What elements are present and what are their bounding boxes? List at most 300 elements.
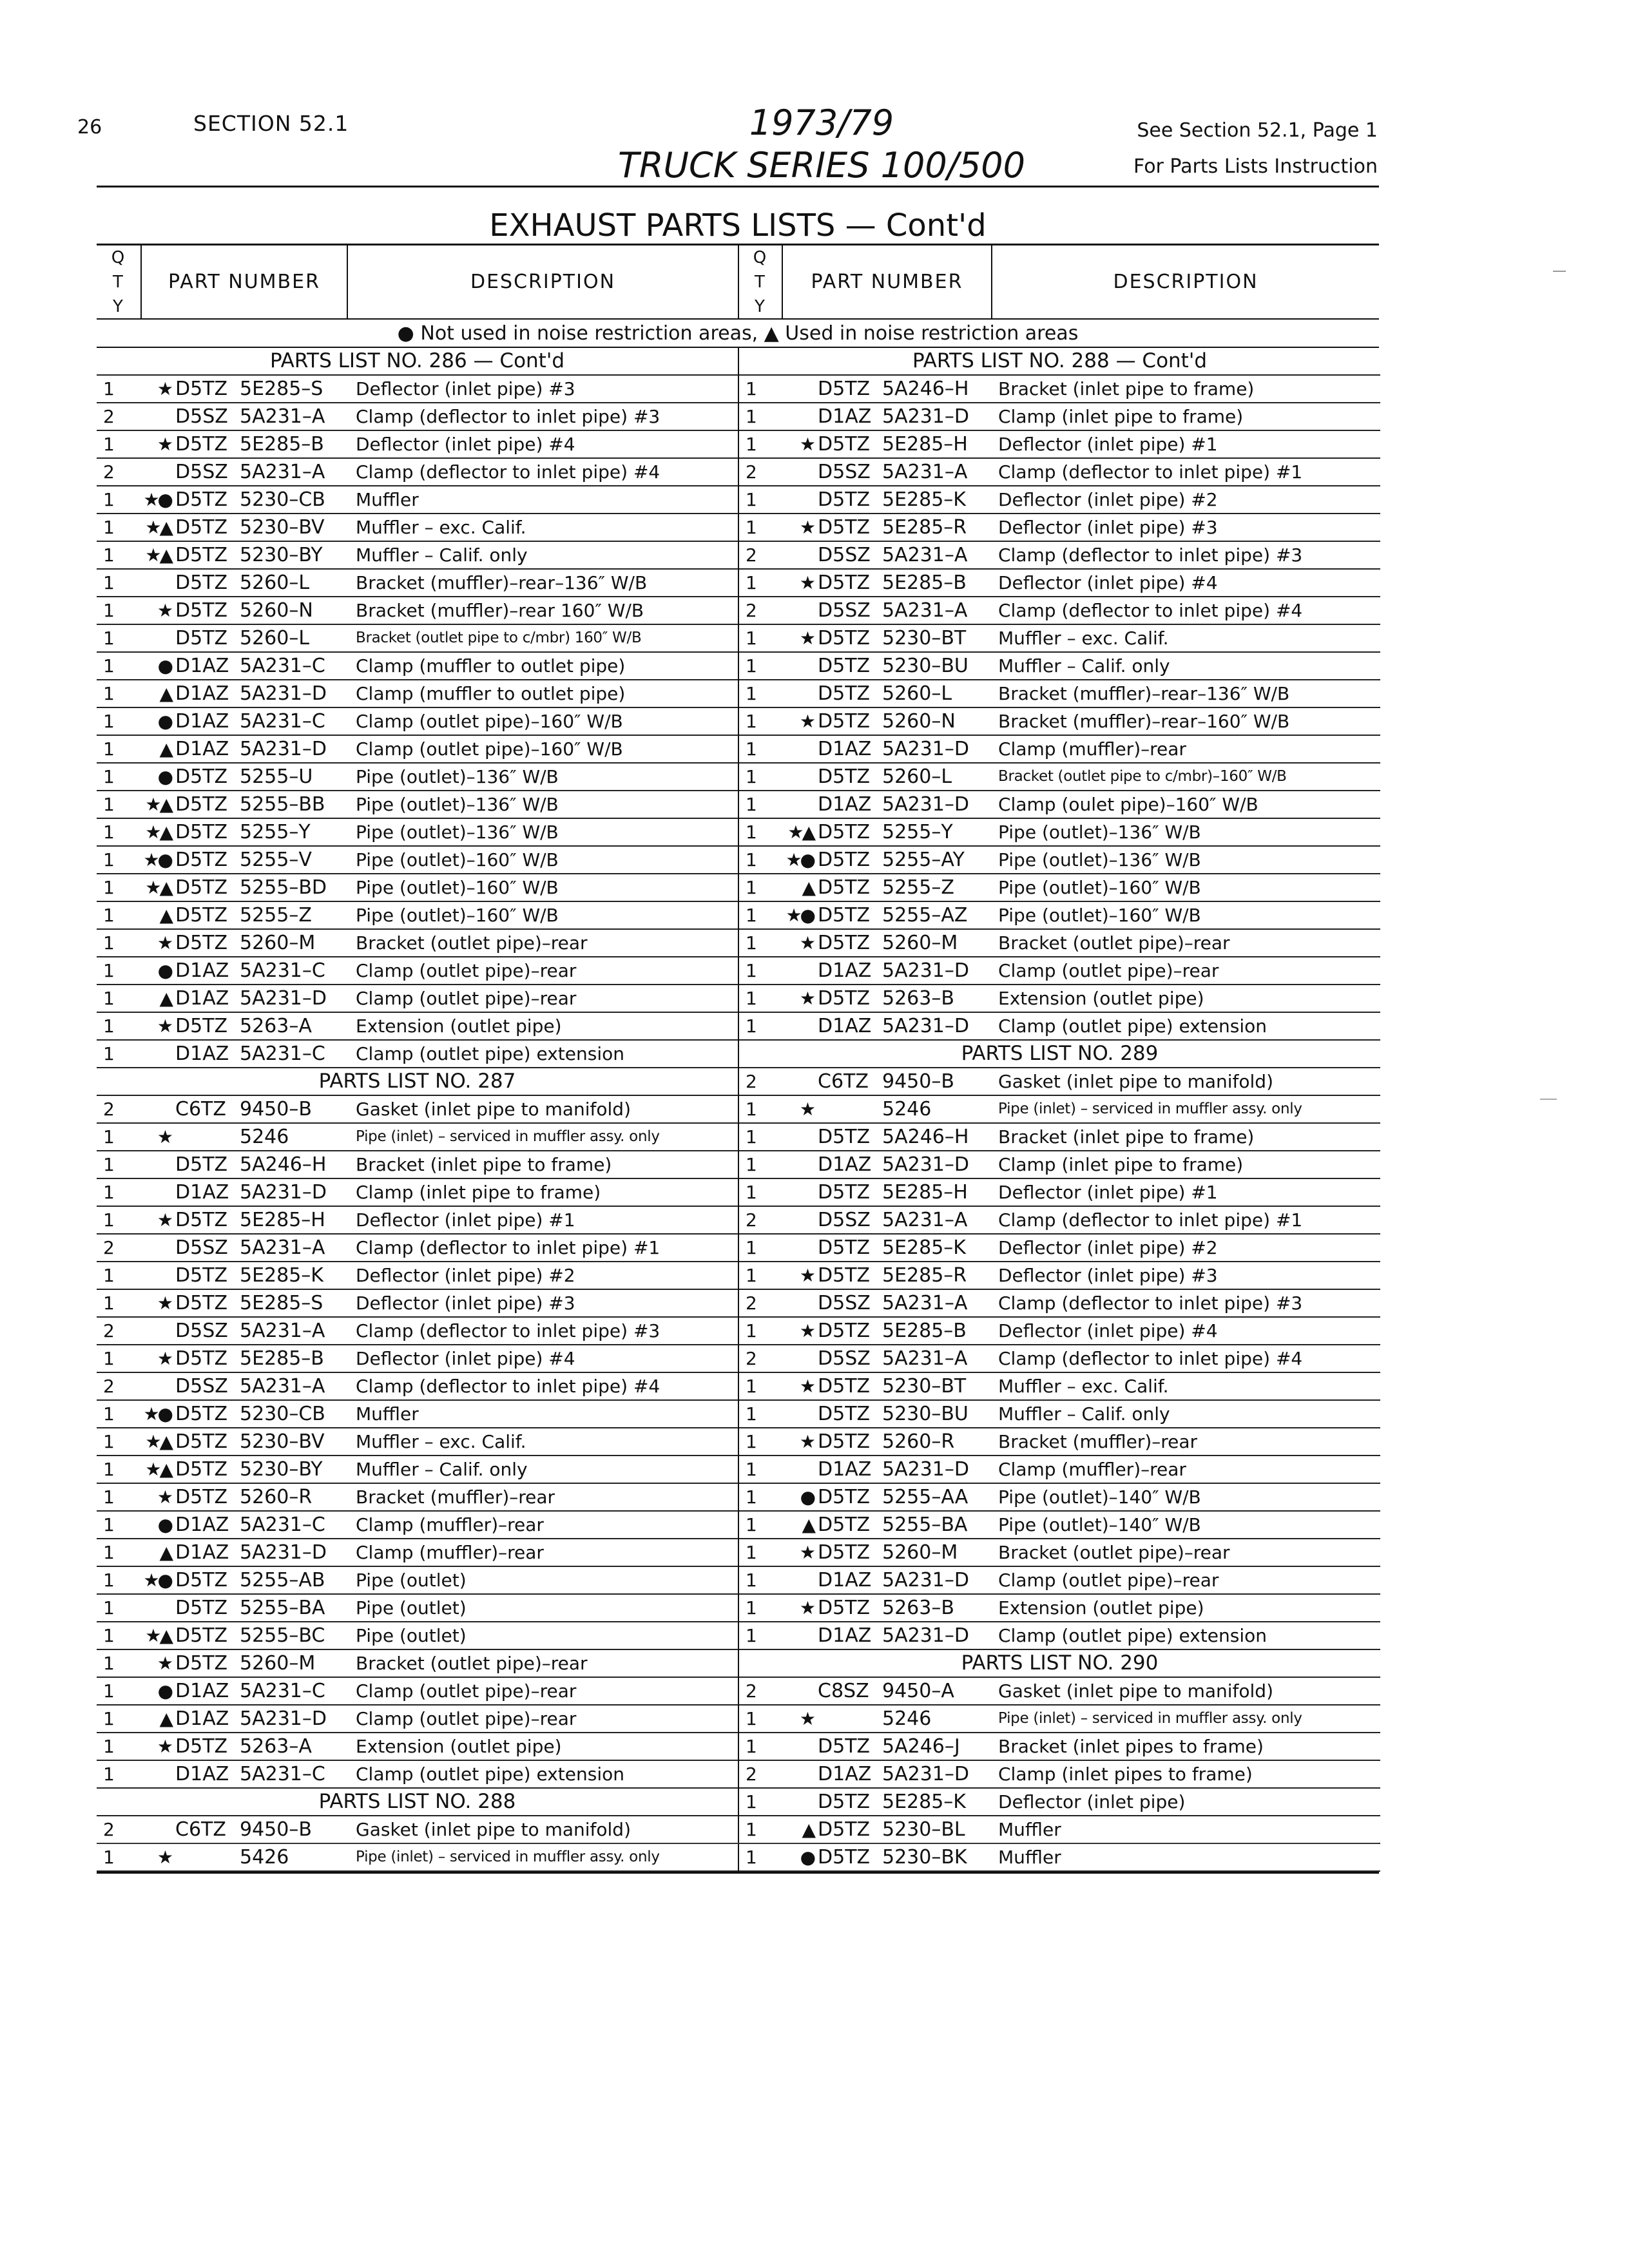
marker-cell: ★ — [799, 628, 814, 649]
part-basic-cell: 5A231–A — [882, 544, 968, 566]
description-cell: Gasket (inlet pipe to manifold) — [998, 1071, 1273, 1092]
marker-cell: ★ — [799, 1708, 814, 1729]
part-prefix-cell: D5TZ — [175, 1347, 228, 1370]
table-row — [739, 1290, 1380, 1318]
description-cell: Clamp (deflector to inlet pipe) #3 — [998, 1293, 1303, 1314]
qty-letter: Y — [113, 296, 124, 316]
part-basic-cell: 9450–B — [240, 1818, 312, 1841]
part-basic-cell: 5255–V — [240, 849, 312, 871]
part-prefix-cell: D5SZ — [175, 1320, 228, 1342]
part-basic-cell: 5255–AA — [882, 1486, 969, 1508]
marker-cell: ★▲ — [145, 1459, 171, 1480]
description-cell: Muffler – Calif. only — [998, 655, 1170, 677]
description-cell: Pipe (outlet)–136″ W/B — [356, 766, 559, 787]
part-basic-cell: 5A231–A — [240, 1320, 325, 1342]
part-basic-cell: 5E285–S — [240, 378, 323, 400]
qty-cell: 1 — [103, 572, 115, 593]
description-cell: Muffler – Calif. only — [998, 1403, 1170, 1425]
table-row — [739, 1096, 1380, 1124]
qty-cell: 1 — [746, 1708, 757, 1729]
scan-mark — [1553, 271, 1566, 272]
description-cell: Muffler – exc. Calif. — [356, 1431, 526, 1452]
part-prefix-cell: D5SZ — [818, 1209, 871, 1231]
marker-cell: ★● — [786, 905, 814, 926]
part-basic-cell: 5A231–A — [882, 461, 968, 483]
table-row — [97, 764, 738, 791]
table-row — [739, 570, 1380, 597]
table-row — [739, 514, 1380, 542]
part-basic-cell: 5E285–K — [882, 1236, 966, 1259]
qty-cell: 1 — [103, 1570, 115, 1591]
marker-cell: ● — [157, 1514, 171, 1535]
qty-cell: 1 — [746, 572, 757, 593]
part-prefix-cell: D5TZ — [175, 572, 228, 594]
qty-cell: 1 — [103, 1015, 115, 1037]
description-cell: Pipe (inlet) – serviced in muffler assy. only — [998, 1100, 1302, 1117]
part-basic-cell: 5A231–A — [240, 1236, 325, 1259]
marker-cell: ★▲ — [145, 877, 171, 898]
description-cell: Clamp (muffler to outlet pipe) — [356, 655, 626, 677]
description-cell: Bracket (outlet pipe to c/mbr)–160″ W/B — [998, 768, 1287, 785]
part-prefix-cell: D5TZ — [175, 876, 228, 899]
part-basic-cell: 5A246–H — [882, 1126, 969, 1148]
parts-list-heading: PARTS LIST NO. 288 — [97, 1789, 738, 1816]
table-row — [97, 1041, 738, 1068]
table-row — [739, 653, 1380, 680]
table-row — [739, 708, 1380, 736]
table-row — [97, 431, 738, 459]
part-prefix-cell: D1AZ — [818, 1763, 872, 1785]
part-basic-cell: 5A231–D — [882, 959, 969, 982]
legend-note: ● Not used in noise restriction areas, ▲ Used in noise restriction areas — [97, 321, 1379, 348]
part-prefix-cell: D5TZ — [175, 1264, 228, 1287]
part-prefix-cell: D5TZ — [818, 1597, 871, 1619]
part-basic-cell: 5E285–B — [240, 433, 324, 456]
description-cell: Clamp (inlet pipe to frame) — [998, 1154, 1244, 1175]
description-cell: Pipe (outlet)–136″ W/B — [356, 794, 559, 815]
table-row — [739, 1428, 1380, 1456]
table-row — [97, 1428, 738, 1456]
part-basic-cell: 5255–BD — [240, 876, 327, 899]
description-cell: Deflector (inlet pipe) #2 — [998, 489, 1218, 510]
qty-cell: 1 — [746, 1819, 757, 1840]
part-prefix-cell: D5TZ — [818, 682, 871, 705]
description-header-left: DESCRIPTION — [470, 271, 616, 293]
qty-cell: 1 — [103, 1514, 115, 1535]
description-cell: Deflector (inlet pipe) #3 — [998, 517, 1218, 538]
part-prefix-cell: D5TZ — [175, 1458, 228, 1481]
description-cell: Muffler — [998, 1847, 1061, 1868]
description-cell: Clamp (outlet pipe)–rear — [356, 988, 577, 1009]
description-cell: Deflector (inlet pipe) #3 — [998, 1265, 1218, 1286]
part-basic-cell: 5E285–B — [882, 572, 967, 594]
part-prefix-cell: D1AZ — [175, 1541, 229, 1564]
table-row — [739, 1484, 1380, 1512]
table-row — [97, 1706, 738, 1733]
title-series: TRUCK SERIES 100/500 — [617, 145, 1026, 186]
table-row — [739, 597, 1380, 625]
marker-cell: ● — [157, 711, 171, 732]
part-basic-cell: 5A231–D — [882, 1458, 969, 1481]
description-cell: Extension (outlet pipe) — [998, 1597, 1204, 1619]
part-prefix-cell: D5TZ — [818, 1791, 871, 1813]
qty-cell: 1 — [103, 434, 115, 455]
qty-cell: 1 — [103, 1459, 115, 1480]
part-prefix-cell: D5TZ — [175, 599, 228, 622]
marker-cell: ★ — [799, 1597, 814, 1619]
qty-cell: 1 — [746, 1431, 757, 1452]
marker-cell: ★ — [799, 1099, 814, 1120]
part-prefix-cell: D1AZ — [175, 987, 229, 1010]
marker-cell: ★● — [786, 849, 814, 870]
description-cell: Clamp (deflector to inlet pipe) #4 — [356, 461, 660, 483]
part-basic-cell: 5A231–D — [882, 738, 969, 760]
table-row — [97, 1761, 738, 1789]
marker-cell: ★ — [157, 434, 171, 455]
description-cell: Muffler — [356, 489, 419, 510]
part-prefix-cell: D1AZ — [818, 1569, 872, 1591]
part-prefix-cell: D5SZ — [818, 461, 871, 483]
part-prefix-cell: D5TZ — [175, 544, 228, 566]
description-cell: Extension (outlet pipe) — [998, 988, 1204, 1009]
marker-cell: ▲ — [159, 988, 171, 1009]
description-cell: Clamp (muffler)–rear — [356, 1542, 544, 1563]
qty-cell: 1 — [746, 1847, 757, 1868]
description-cell: Bracket (muffler)–rear–136″ W/B — [998, 683, 1290, 704]
marker-cell: ★ — [799, 988, 814, 1009]
marker-cell: ★ — [799, 1265, 814, 1286]
table-row — [97, 957, 738, 985]
part-prefix-cell: D5SZ — [818, 1292, 871, 1314]
qty-cell: 2 — [103, 461, 115, 483]
qty-cell: 1 — [746, 1542, 757, 1563]
part-basic-cell: 5230–CB — [240, 488, 325, 511]
description-cell: Muffler – exc. Calif. — [356, 517, 526, 538]
description-cell: Clamp (deflector to inlet pipe) #1 — [356, 1237, 660, 1258]
part-prefix-cell: D5TZ — [818, 932, 871, 954]
part-basic-cell: 5E285–K — [240, 1264, 323, 1287]
table-row — [739, 1207, 1380, 1235]
qty-cell: 1 — [746, 1791, 757, 1812]
part-basic-cell: 5255–BC — [240, 1624, 325, 1647]
qty-cell: 1 — [103, 378, 115, 399]
table-row — [739, 1179, 1380, 1207]
part-prefix-cell: D5TZ — [175, 793, 228, 816]
table-row — [97, 1539, 738, 1567]
table-row — [97, 930, 738, 957]
table-row — [739, 819, 1380, 847]
part-prefix-cell: D5TZ — [175, 1153, 228, 1176]
part-prefix-cell: D5TZ — [175, 1015, 228, 1037]
table-row — [97, 1816, 738, 1844]
qty-cell: 1 — [103, 1486, 115, 1508]
description-cell: Muffler – exc. Calif. — [998, 628, 1169, 649]
qty-cell: 1 — [103, 877, 115, 898]
part-basic-cell: 5255–AZ — [882, 904, 968, 927]
qty-letter: T — [755, 272, 766, 292]
part-prefix-cell: D5TZ — [175, 765, 228, 788]
description-cell: Deflector (inlet pipe) #2 — [998, 1237, 1218, 1258]
part-prefix-cell: C8SZ — [818, 1680, 869, 1702]
table-row — [739, 1733, 1380, 1761]
table-row — [97, 1345, 738, 1373]
marker-cell: ★ — [799, 711, 814, 732]
table-row — [739, 847, 1380, 874]
part-prefix-cell: D5TZ — [818, 1846, 871, 1869]
description-cell: Bracket (inlet pipe to frame) — [356, 1154, 612, 1175]
table-row — [739, 1401, 1380, 1428]
description-cell: Deflector (inlet pipe) #4 — [998, 572, 1218, 593]
qty-cell: 1 — [103, 1597, 115, 1619]
qty-cell: 1 — [103, 1403, 115, 1425]
description-cell: Muffler — [356, 1403, 419, 1425]
part-prefix-cell: D5TZ — [818, 1375, 871, 1398]
table-row — [739, 1235, 1380, 1262]
table-row — [739, 1567, 1380, 1595]
table-row — [97, 1401, 738, 1428]
parts-column-left — [97, 348, 739, 1872]
part-prefix-cell: D5SZ — [175, 1236, 228, 1259]
table-row — [97, 1678, 738, 1706]
table-row — [97, 486, 738, 514]
description-cell: Bracket (outlet pipe to c/mbr) 160″ W/B — [356, 629, 642, 646]
qty-cell: 2 — [746, 1071, 757, 1092]
table-row — [739, 1678, 1380, 1706]
table-row — [97, 514, 738, 542]
description-cell: Muffler — [998, 1819, 1061, 1840]
part-basic-cell: 5246 — [882, 1098, 932, 1120]
section-label: SECTION 52.1 — [193, 111, 349, 136]
part-basic-cell: 5A231–D — [240, 738, 327, 760]
part-number-header-right: PART NUMBER — [811, 271, 963, 293]
description-cell: Bracket (inlet pipe to frame) — [998, 1126, 1255, 1148]
marker-cell: ● — [157, 960, 171, 981]
description-cell: Deflector (inlet pipe) #3 — [356, 1293, 575, 1314]
description-cell: Bracket (muffler)–rear 160″ W/B — [356, 600, 644, 621]
part-basic-cell: 5E285–B — [882, 1320, 967, 1342]
part-basic-cell: 5A231–C — [240, 1514, 325, 1536]
description-cell: Clamp (deflector to inlet pipe) #1 — [998, 1209, 1303, 1231]
qty-cell: 2 — [746, 1348, 757, 1369]
part-basic-cell: 5A231–C — [240, 1043, 325, 1065]
description-cell: Clamp (outlet pipe)–rear — [998, 960, 1219, 981]
part-prefix-cell: D5TZ — [175, 932, 228, 954]
description-cell: Pipe (outlet)–160″ W/B — [356, 905, 559, 926]
description-cell: Clamp (outlet pipe) extension — [998, 1015, 1267, 1037]
part-prefix-cell: D5TZ — [175, 1597, 228, 1619]
part-prefix-cell: D5TZ — [175, 433, 228, 456]
qty-header-left — [97, 245, 140, 318]
description-cell: Clamp (deflector to inlet pipe) #3 — [356, 406, 660, 427]
qty-cell: 1 — [746, 960, 757, 981]
part-number-header-left: PART NUMBER — [168, 271, 320, 293]
part-basic-cell: 5230–CB — [240, 1403, 325, 1425]
marker-cell: ★ — [157, 1293, 171, 1314]
part-prefix-cell: C6TZ — [818, 1070, 869, 1093]
part-basic-cell: 5260–R — [882, 1430, 955, 1453]
part-prefix-cell: D5TZ — [175, 378, 228, 400]
top-rule — [97, 186, 1379, 187]
part-prefix-cell: C6TZ — [175, 1818, 226, 1841]
part-basic-cell: 5A246–H — [882, 378, 969, 400]
description-cell: Clamp (deflector to inlet pipe) #3 — [356, 1320, 660, 1341]
table-row — [97, 570, 738, 597]
marker-cell: ★ — [799, 1320, 814, 1341]
description-cell: Pipe (outlet)–160″ W/B — [998, 877, 1201, 898]
table-row — [97, 1456, 738, 1484]
table-row — [97, 403, 738, 431]
part-basic-cell: 5260–M — [240, 1652, 316, 1675]
qty-cell: 1 — [103, 849, 115, 870]
part-basic-cell: 5A231–C — [240, 1680, 325, 1702]
description-cell: Pipe (outlet)–140″ W/B — [998, 1514, 1201, 1535]
description-cell: Bracket (muffler)–rear — [356, 1486, 555, 1508]
qty-cell: 1 — [103, 960, 115, 981]
description-cell: Deflector (inlet pipe) #4 — [356, 434, 575, 455]
description-cell: Clamp (outlet pipe)–160″ W/B — [356, 711, 623, 732]
part-prefix-cell: D1AZ — [175, 1680, 229, 1702]
qty-cell: 1 — [103, 822, 115, 843]
part-prefix-cell: D1AZ — [818, 1458, 872, 1481]
part-prefix-cell: D1AZ — [175, 655, 229, 677]
part-prefix-cell: D5TZ — [175, 1652, 228, 1675]
table-row — [97, 1318, 738, 1345]
part-prefix-cell: D1AZ — [175, 959, 229, 982]
qty-cell: 1 — [103, 766, 115, 787]
description-cell: Gasket (inlet pipe to manifold) — [356, 1099, 631, 1120]
qty-cell: 2 — [103, 1237, 115, 1258]
qty-cell: 1 — [103, 932, 115, 954]
table-row — [739, 403, 1380, 431]
marker-cell: ▲ — [159, 1708, 171, 1729]
description-cell: Deflector (inlet pipe) #1 — [998, 1182, 1218, 1203]
qty-cell: 1 — [746, 877, 757, 898]
qty-cell: 1 — [103, 655, 115, 677]
part-basic-cell: 5230–BL — [882, 1818, 965, 1841]
marker-cell: ★ — [157, 600, 171, 621]
description-cell: Deflector (inlet pipe) #1 — [356, 1209, 575, 1231]
part-prefix-cell: D1AZ — [818, 1153, 872, 1176]
description-cell: Bracket (muffler)–rear–160″ W/B — [998, 711, 1290, 732]
part-basic-cell: 5255–AB — [240, 1569, 325, 1591]
description-cell: Extension (outlet pipe) — [356, 1015, 562, 1037]
qty-letter: Q — [753, 247, 768, 267]
table-row — [739, 431, 1380, 459]
part-prefix-cell: D5TZ — [818, 433, 871, 456]
qty-cell: 1 — [103, 1708, 115, 1729]
table-row — [739, 542, 1380, 570]
qty-cell: 2 — [746, 600, 757, 621]
table-row — [97, 680, 738, 708]
part-prefix-cell: D5TZ — [818, 1264, 871, 1287]
table-row — [97, 708, 738, 736]
description-cell: Clamp (muffler)–rear — [998, 738, 1186, 760]
qty-cell: 1 — [746, 406, 757, 427]
part-prefix-cell: D5TZ — [818, 1236, 871, 1259]
part-basic-cell: 5230–BU — [882, 655, 969, 677]
part-basic-cell: 5246 — [240, 1126, 289, 1148]
part-basic-cell: 5A231–A — [240, 461, 325, 483]
part-basic-cell: 5A231–D — [882, 1015, 969, 1037]
marker-cell: ★● — [143, 1403, 171, 1425]
qty-cell: 2 — [103, 406, 115, 427]
description-cell: Clamp (deflector to inlet pipe) #4 — [998, 600, 1303, 621]
part-prefix-cell: D5TZ — [818, 1126, 871, 1148]
part-prefix-cell: D5TZ — [818, 516, 871, 539]
table-row — [97, 1207, 738, 1235]
qty-cell: 1 — [746, 434, 757, 455]
part-basic-cell: 5A231–D — [882, 1624, 969, 1647]
table-row — [739, 1013, 1380, 1041]
part-basic-cell: 5260–M — [240, 932, 316, 954]
part-basic-cell: 5263–B — [882, 987, 954, 1010]
description-cell: Deflector (inlet pipe) #4 — [998, 1320, 1218, 1341]
description-cell: Clamp (muffler to outlet pipe) — [356, 683, 626, 704]
description-cell: Clamp (outlet pipe)–160″ W/B — [356, 738, 623, 760]
marker-cell: ★▲ — [145, 822, 171, 843]
qty-cell: 1 — [746, 1486, 757, 1508]
description-cell: Clamp (oulet pipe)–160″ W/B — [998, 794, 1258, 815]
description-cell: Muffler – exc. Calif. — [998, 1376, 1169, 1397]
description-cell: Clamp (outlet pipe)–rear — [356, 1680, 577, 1702]
marker-cell: ★ — [157, 1486, 171, 1508]
scan-mark — [1540, 1099, 1557, 1100]
part-prefix-cell: D5SZ — [175, 461, 228, 483]
table-row — [739, 1456, 1380, 1484]
part-basic-cell: 5E285–R — [882, 516, 967, 539]
qty-cell: 1 — [746, 1099, 757, 1120]
part-basic-cell: 5A231–C — [240, 710, 325, 733]
table-row — [97, 1179, 738, 1207]
table-row — [739, 486, 1380, 514]
qty-cell: 1 — [103, 1847, 115, 1868]
part-basic-cell: 9450–B — [240, 1098, 312, 1120]
marker-cell: ★● — [143, 489, 171, 510]
part-prefix-cell: D5TZ — [818, 1818, 871, 1841]
bottom-rule-heavy — [97, 1872, 1379, 1874]
part-basic-cell: 5A231–D — [240, 682, 327, 705]
description-cell: Deflector (inlet pipe) #3 — [356, 378, 575, 399]
parts-list-heading: PARTS LIST NO. 289 — [739, 1041, 1380, 1068]
description-cell: Extension (outlet pipe) — [356, 1736, 562, 1757]
part-basic-cell: 5255–Y — [882, 821, 953, 843]
table-row — [739, 1151, 1380, 1179]
description-cell: Muffler – Calif. only — [356, 544, 528, 566]
part-prefix-cell: D1AZ — [175, 1181, 229, 1204]
table-row — [97, 625, 738, 653]
part-prefix-cell: D5TZ — [175, 627, 228, 649]
part-basic-cell: 5A231–D — [240, 987, 327, 1010]
part-basic-cell: 5230–BV — [240, 516, 325, 539]
description-cell: Pipe (outlet)–160″ W/B — [998, 905, 1201, 926]
marker-cell: ★ — [799, 1431, 814, 1452]
table-row — [97, 847, 738, 874]
description-cell: Clamp (outlet pipe)–rear — [998, 1570, 1219, 1591]
table-row — [97, 1290, 738, 1318]
table-row — [97, 1733, 738, 1761]
part-basic-cell: 5E285–H — [882, 1181, 968, 1204]
qty-header-right — [739, 245, 782, 318]
marker-cell: ▲ — [802, 1819, 814, 1840]
description-cell: Deflector (inlet pipe) #4 — [356, 1348, 575, 1369]
qty-cell: 1 — [746, 1154, 757, 1175]
qty-cell: 1 — [746, 1015, 757, 1037]
qty-cell: 1 — [746, 1320, 757, 1341]
parts-list-heading: PARTS LIST NO. 288 — Cont'd — [739, 348, 1380, 376]
part-basic-cell: 5230–BT — [882, 627, 967, 649]
part-basic-cell: 5A246–J — [882, 1735, 960, 1758]
table-row — [739, 957, 1380, 985]
